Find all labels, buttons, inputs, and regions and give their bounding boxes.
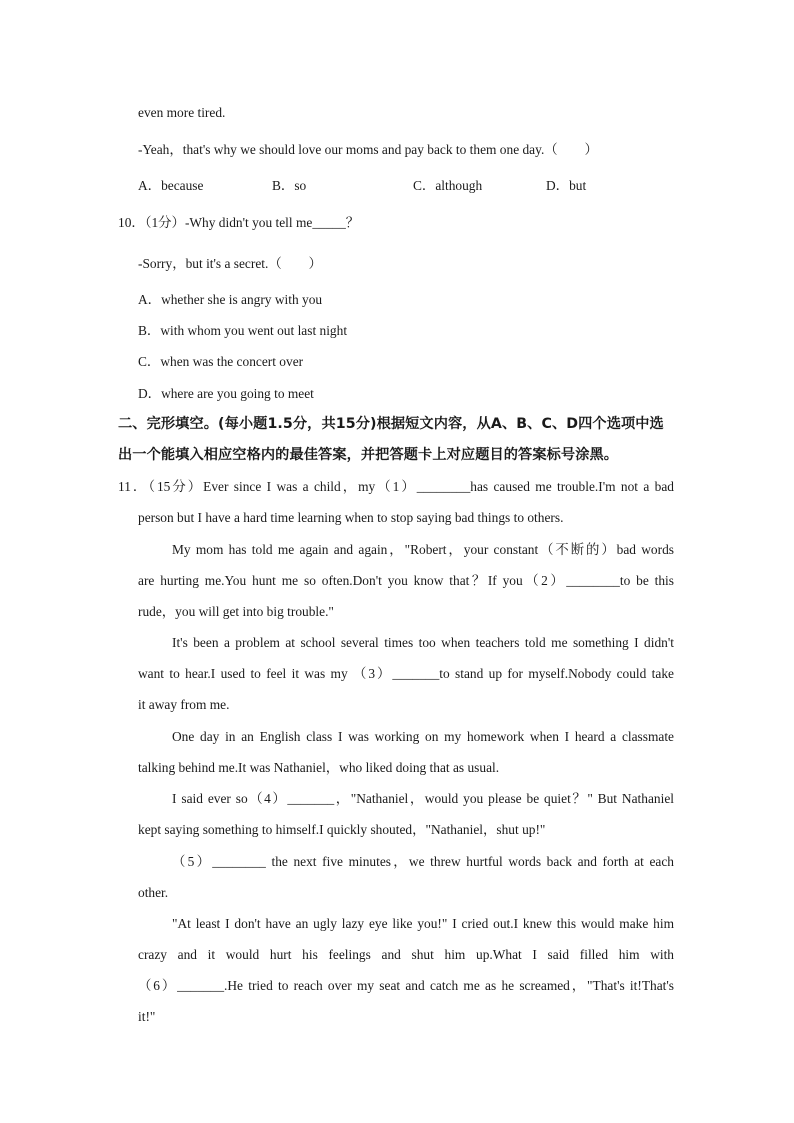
q11-line: My mom has told me again and again，"Robert，your constant（不断的）bad words: [172, 542, 674, 557]
q11-line: want to hear.I used to feel it was my （3）_______to stand up for myself.Nobody could take: [138, 666, 674, 681]
option-key: C．: [413, 178, 436, 193]
q10-option-d[interactable]: [138, 385, 314, 403]
q9-option-c[interactable]: [413, 177, 482, 195]
option-text: so: [294, 178, 307, 193]
q11-line: "At least I don't have an ugly lazy eye like you!" I cried out.I knew this would make him: [172, 916, 674, 931]
q11-line: It's been a problem at school several times too when teachers told me something I didn't: [172, 635, 674, 650]
option-key: A．: [138, 178, 162, 193]
option-key: B．: [272, 178, 295, 193]
q11-line: I said ever so（4）_______，"Nathaniel，would you please be quiet？" But Nathaniel: [172, 791, 674, 806]
q9-option-d[interactable]: [546, 177, 586, 195]
q10-option-c[interactable]: [138, 353, 303, 371]
q11-line: 11．（15分）Ever since I was a child，my（1）________has caused me trouble.I'm not a bad: [118, 479, 674, 494]
q9-stem-continuation: even more tired.: [138, 105, 226, 120]
q10-dialog-line: -Sorry，but it's a secret.（ ）: [138, 256, 322, 271]
option-text: but: [569, 178, 587, 193]
q11-line: crazy and it would hurt his feelings and shut him up.What I said filled him with: [138, 947, 674, 962]
q10-option-a[interactable]: [138, 291, 322, 309]
q11-line: （6）_______.He tried to reach over my seat and catch me as he screamed，"That's it!That's: [138, 978, 674, 993]
section-heading-line-1: 二、完形填空。(每小题1.5分，共15分)根据短文内容，从A、B、C、D四个选项中选: [118, 416, 664, 432]
q10-stem: 10．（1分）-Why didn't you tell me_____？: [118, 215, 360, 230]
section-heading-line-2: 出一个能填入相应空格内的最佳答案，并把答题卡上对应题目的答案标号涂黑。: [118, 447, 619, 463]
option-text: whether she is angry with you: [161, 292, 323, 307]
q11-line: （5）________ the next five minutes，we threw hurtful words back and forth at each: [172, 854, 674, 869]
q11-line: other.: [138, 885, 169, 900]
option-text: when was the concert over: [160, 354, 304, 369]
q11-line: rude，you will get into big trouble.": [138, 604, 334, 619]
option-text: because: [161, 178, 204, 193]
option-key: D．: [138, 386, 162, 401]
q9-option-a[interactable]: [138, 177, 203, 195]
option-text: with whom you went out last night: [160, 323, 348, 338]
option-key: C．: [138, 354, 161, 369]
q11-line: person but I have a hard time learning when to stop saying bad things to others.: [138, 510, 564, 525]
q11-line: are hurting me.You hunt me so often.Don't you know that？If you（2）________to be this: [138, 573, 674, 588]
option-text: although: [435, 178, 483, 193]
q11-line: One day in an English class I was working on my homework when I heard a classmate: [172, 729, 674, 744]
option-key: A．: [138, 292, 162, 307]
option-key: B．: [138, 323, 161, 338]
q9-dialog-line: -Yeah，that's why we should love our moms and pay back to them one day.（ ）: [138, 142, 598, 157]
option-text: where are you going to meet: [161, 386, 314, 401]
option-key: D．: [546, 178, 570, 193]
q11-line: kept saying something to himself.I quickly shouted，"Nathaniel，shut up!": [138, 822, 546, 837]
q11-line: it!": [138, 1009, 156, 1024]
q11-line: talking behind me.It was Nathaniel，who liked doing that as usual.: [138, 760, 500, 775]
q11-line: it away from me.: [138, 697, 230, 712]
q10-option-b[interactable]: [138, 322, 347, 340]
q9-option-b[interactable]: [272, 177, 306, 195]
